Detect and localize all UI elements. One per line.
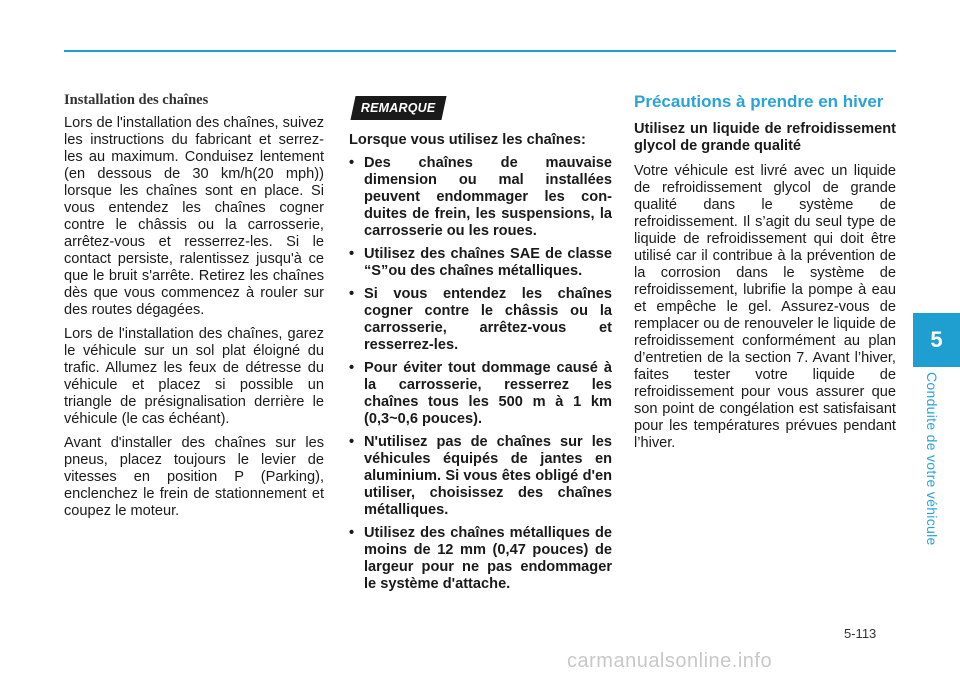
column-left bbox=[64, 92, 324, 527]
watermark: carmanualsonline.info bbox=[567, 650, 773, 672]
column-right bbox=[634, 93, 896, 459]
subheading-coolant: Utilisez un liquide de refroidissement glycol de grande qualité bbox=[634, 121, 896, 154]
list-item-text: Utilisez des chaînes métalliques de moins de 12 mm (0,47 pouces) de largeur pour ne pas endommager le système d'attache. bbox=[364, 525, 612, 592]
page-number: 5-113 bbox=[844, 626, 877, 641]
paragraph: Lors de l'installation des chaînes, garez le véhicule sur un sol plat éloigné du trafic. Allumez les feux de détresse du véhicule et placez si possible un triangle de présignalisation derrière le véhicule (le cas échéant). bbox=[64, 326, 324, 427]
bullet-dot: • bbox=[349, 246, 355, 262]
list-item-text: Pour éviter tout dommage causé à la carrosserie, resserrez les chaînes tous les 500 m à 1 km (0,3~0,6 pouces). bbox=[364, 360, 612, 427]
bullet-dot: • bbox=[349, 434, 355, 450]
bullet-dot: • bbox=[349, 155, 355, 171]
note-lead: Lorsque vous utilisez les chaînes: bbox=[349, 132, 586, 148]
list-item bbox=[349, 286, 612, 354]
note-bullet-list bbox=[349, 155, 612, 593]
list-item-text: Des chaînes de mauvaise dimension ou mal installées peuvent endommager les con-duites de frein, les suspensions, la carrosserie ou les roues. bbox=[364, 155, 612, 239]
paragraph: Avant d'installer des chaînes sur les pneus, placez toujours le levier de vitesses en position P (Parking), enclenchez le frein de stationnement et coupez le moteur. bbox=[64, 435, 324, 519]
list-item bbox=[349, 360, 612, 428]
list-item bbox=[349, 434, 612, 519]
top-rule bbox=[64, 50, 896, 52]
paragraph: Lors de l'installation des chaînes, suivez les instructions du fabricant et serrez-les au maximum. Conduisez lentement (en dessous de 30 km/h(20 mph)) lorsque les chaînes sont en place. Si vous entendez les chaînes cogner contre le châssis ou la carrosserie, arrêtez-vous et resserrez-les. Si le contact persiste, ralentissez jusqu'à ce que le bruit s'arrête. Retirez les chaînes dès que vous commencez à rouler sur des routes dégagées. bbox=[64, 115, 324, 318]
chapter-title: Conduite de votre véhicule bbox=[924, 372, 940, 546]
bullet-dot: • bbox=[349, 525, 355, 541]
bullet-dot: • bbox=[349, 360, 355, 376]
list-item-text: Utilisez des chaînes SAE de classe “S”ou des chaînes métalliques. bbox=[364, 246, 612, 279]
list-item bbox=[349, 525, 612, 593]
list-item bbox=[349, 246, 612, 280]
list-item-text: N'utilisez pas de chaînes sur les véhicules équipés de jantes en aluminium. Si vous êtes obligé d'en utiliser, choisissez des chaînes métalliques. bbox=[364, 434, 612, 518]
paragraph: Votre véhicule est livré avec un liquide de refroidissement glycol de grande qualité dans le système de refroidissement. Il s’agit du seul type de liquide de refroidissement qui doit être utilisé car il contribue à la prévention de la corrosion dans le système de refroidissement, lubrifie la pompe à eau et empêche le gel. Assurez-vous de remplacer ou de renouveler le liquide de refroidissement conformément au plan d’entretien de la section 7. Avant l’hiver, faites tester votre liquide de refroidissement pour vous assurer que son point de congélation est satisfaisant pour les températures prévues pendant l’hiver. bbox=[634, 163, 896, 451]
section-heading-chains: Installation des chaînes bbox=[64, 92, 209, 108]
column-middle bbox=[349, 96, 612, 599]
list-item bbox=[349, 155, 612, 240]
bullet-dot: • bbox=[349, 286, 355, 302]
note-badge bbox=[350, 96, 446, 120]
section-heading-winter: Précautions à prendre en hiver bbox=[634, 92, 884, 111]
note-badge-label: REMARQUE bbox=[360, 101, 436, 115]
list-item-text: Si vous entendez les chaînes cogner contre le châssis ou la carrosserie, arrêtez-vous et resserrez-les. bbox=[364, 286, 612, 353]
chapter-tab: 5 bbox=[913, 313, 960, 367]
